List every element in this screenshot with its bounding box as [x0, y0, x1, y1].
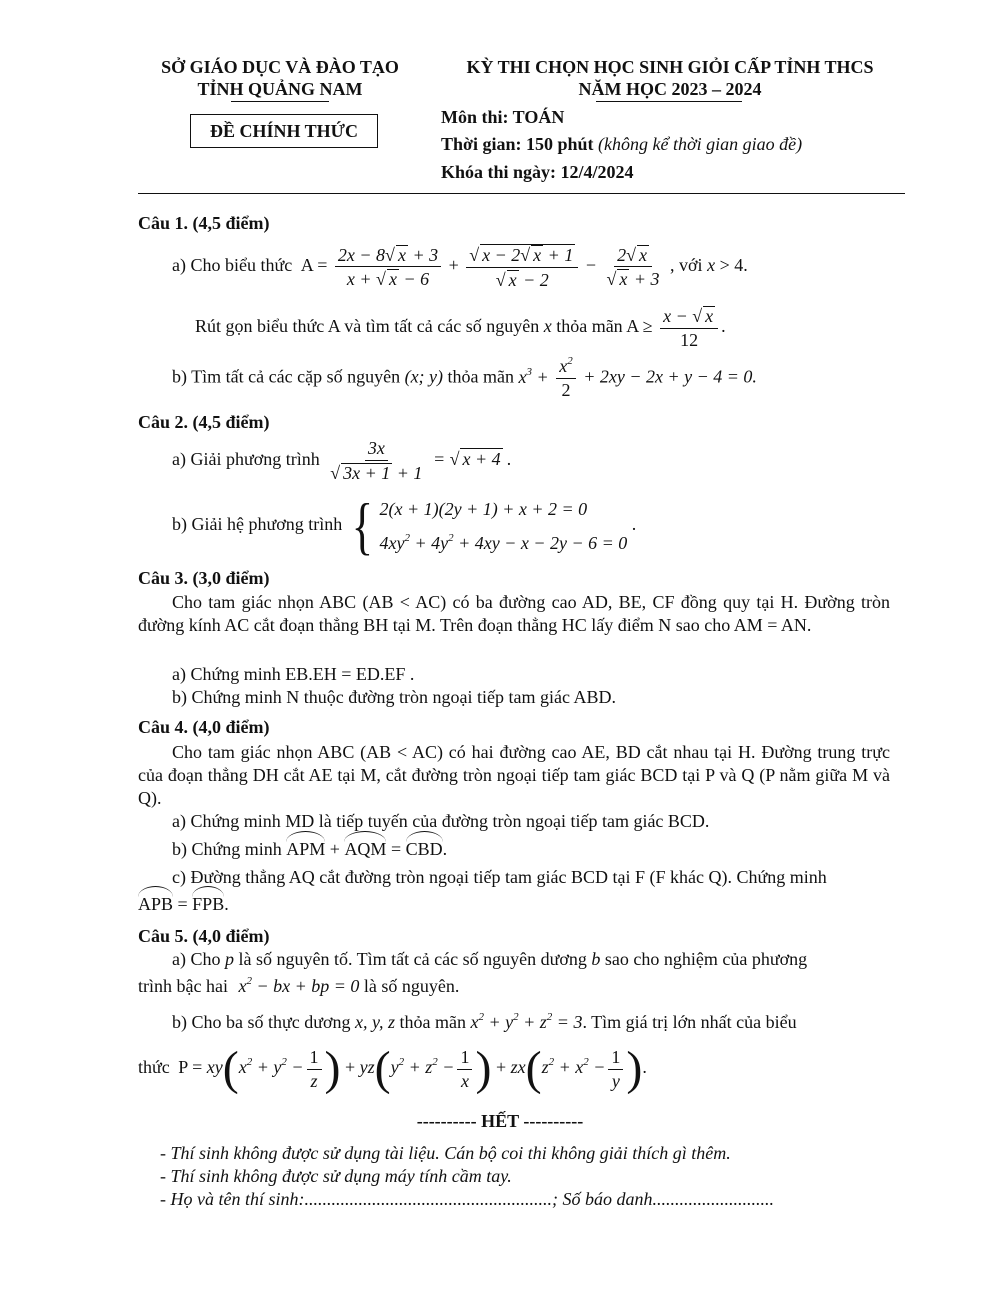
q2-title: Câu 2. (4,5 điểm) — [138, 412, 270, 432]
notes — [160, 1142, 774, 1211]
q1a-cond: , với — [670, 255, 703, 276]
q5-title: Câu 5. (4,0 điểm) — [138, 926, 270, 946]
q2a-intro: a) Giải phương trình — [172, 449, 320, 470]
q2a: a) Giải phương trình $\frac{3x}{√ 3x + 1 + 1}$ = √ x + 4 . — [172, 438, 512, 483]
q5a-t3: sao cho nghiệm của phương — [604, 949, 808, 969]
q5b: b) Cho ba số thực dương x, y, z thỏa mãn $x^2 + y^2 + z^2 = 3$. Tìm giá trị lớn nhất của biểu — [172, 1011, 797, 1032]
q5a-t4: trình bậc hai — [138, 976, 228, 996]
q1a-intro: a) Cho biểu thức — [172, 255, 293, 276]
q3b: b) Chứng minh N thuộc đường tròn ngoại tiếp tam giác ABD. — [172, 687, 616, 707]
q4c: c) Đường thẳng AQ cắt đường tròn ngoại tiếp tam giác BCD tại F (F khác Q). Chứng minh — [172, 867, 827, 887]
q1b-intro: b) Tìm tất cả các cặp số nguyên — [172, 366, 401, 387]
time-bold: Thời gian: 150 phút — [441, 134, 594, 154]
q1a-task: Rút gọn biểu thức A và tìm tất cả các số nguyên x thỏa mãn A ≥ $\frac{x - √ x}{12}$ . — [195, 306, 726, 350]
arc-apm: APM — [286, 839, 326, 859]
exam-name: KỲ THI CHỌN HỌC SINH GIỎI CẤP TỈNH THCS — [466, 57, 874, 77]
q5b-expr: thức $P = xy(x^2 + y^2$ − $\frac{1}{z}$ ) + $yz(y^2 + z^2$ − $\frac{1}{x}$ ) + $zx(z^2 + x^2$ − $\frac{1}{y}$ ). — [138, 1042, 647, 1095]
q2b: b) Giải hệ phương trình { 2(x + 1)(2y + 1) + x + 2 = 0 $4xy^2 + 4y^2 + 4xy - x - 2y - 6 = 0$ . — [172, 490, 637, 561]
q1b: b) Tìm tất cả các cặp số nguyên (x; y) thỏa mãn $x^3$ + $\frac{x^2}{2}$ + 2xy − 2x + y − 4 = 0. — [172, 355, 757, 400]
exam-date: Khóa thi ngày: 12/4/2024 — [441, 162, 634, 182]
q3-statement: Cho tam giác nhọn ABC (AB < AC) có ba đường cao AD, BE, CF đồng quy tại H. Đường tròn đường kính AC cắt đoạn thẳng BH tại M. Trên đoạn thẳng HC lấy điểm N sao cho AM = AN. — [138, 592, 890, 635]
q3-title: Câu 3. (3,0 điểm) — [138, 568, 270, 588]
q5a-t5: là số nguyên. — [363, 976, 460, 996]
header-divider — [138, 193, 905, 194]
department-name: SỞ GIÁO DỤC VÀ ĐÀO TẠO — [161, 57, 399, 77]
arc-aqm: AQM — [344, 839, 387, 859]
q4-statement: Cho tam giác nhọn ABC (AB < AC) có hai đường cao AE, BD cắt nhau tại H. Đường trung trực của đoạn thẳng DH cắt AE tại M, cắt đường tròn ngoại tiếp tam giác BCD tại P và Q (P nằm giữa M và Q). — [138, 742, 890, 808]
header-left-underline — [231, 101, 329, 102]
arc-cbd: CBD — [405, 839, 443, 859]
note-1: - Thí sinh không được sử dụng tài liệu. Cán bộ coi thi không giải thích gì thêm. — [160, 1143, 731, 1163]
header-right-underline — [596, 101, 742, 102]
q5a-t1: a) Cho — [172, 949, 221, 969]
q5b-t2: thỏa mãn — [399, 1012, 466, 1032]
q4b-prefix: b) Chứng minh — [172, 839, 282, 859]
q5a: a) Cho p là số nguyên tố. Tìm tất cả các số nguyên dương b sao cho nghiệm của phương — [172, 949, 808, 969]
header-right — [430, 56, 910, 100]
q2b-intro: b) Giải hệ phương trình — [172, 514, 343, 535]
q4a: a) Chứng minh MD là tiếp tuyến của đường tròn ngoại tiếp tam giác BCD. — [172, 811, 710, 831]
q5a-cont: trình bậc hai $x^2$ − bx + bp = 0 là số nguyên. — [138, 975, 460, 996]
note-3: - Họ và tên thí sinh:.......................................................; Số báo danh........................... — [160, 1189, 774, 1209]
q5b-t1: b) Cho ba số thực dương — [172, 1012, 351, 1032]
q3a: a) Chứng minh EB.EH = ED.EF . — [172, 664, 415, 684]
header-left — [140, 56, 420, 100]
q1a-task-prefix: Rút gọn biểu thức — [195, 316, 325, 337]
official-exam-box: ĐỀ CHÍNH THỨC — [190, 114, 378, 148]
arc-fpb: FPB — [192, 894, 225, 914]
exam-time — [441, 134, 802, 155]
time-note: (không kể thời gian giao đề) — [598, 134, 803, 154]
q4-title: Câu 4. (4,0 điểm) — [138, 717, 270, 737]
end-mark: ---------- HẾT ---------- — [416, 1111, 584, 1131]
q4c-cont: APB = FPB. — [138, 894, 229, 914]
q5b-t4: thức — [138, 1057, 170, 1078]
q5b-t3: . Tìm giá trị lớn nhất của biểu — [582, 1012, 797, 1032]
q1a-task-mid: và tìm tất cả các số nguyên — [344, 316, 540, 337]
arc-apb: APB — [138, 894, 174, 914]
q5a-t2: là số nguyên tố. Tìm tất cả các số nguyên dương — [238, 949, 587, 969]
q4b: b) Chứng minh APM + AQM = CBD. — [172, 839, 448, 859]
q1-title: Câu 1. (4,5 điểm) — [138, 213, 270, 233]
note-2: - Thí sinh không được sử dụng máy tính cầm tay. — [160, 1166, 512, 1186]
q1b-mid: thỏa mãn — [447, 366, 515, 387]
q1a-task-mid2: thỏa mãn — [556, 316, 623, 337]
school-year: NĂM HỌC 2023 – 2024 — [578, 79, 762, 99]
q1a: a) Cho biểu thức A = $\frac{2x - 8√ x + 3}{x + √ x - 6}$ + $\frac{√ x - 2√ x + 1}{√ x - 2}$ − $\frac{2√ x}{√ x + 3}$ , với x > 4. — [172, 244, 748, 290]
subject: Môn thi: TOÁN — [441, 107, 565, 127]
province-name: TỈNH QUẢNG NAM — [197, 79, 363, 99]
